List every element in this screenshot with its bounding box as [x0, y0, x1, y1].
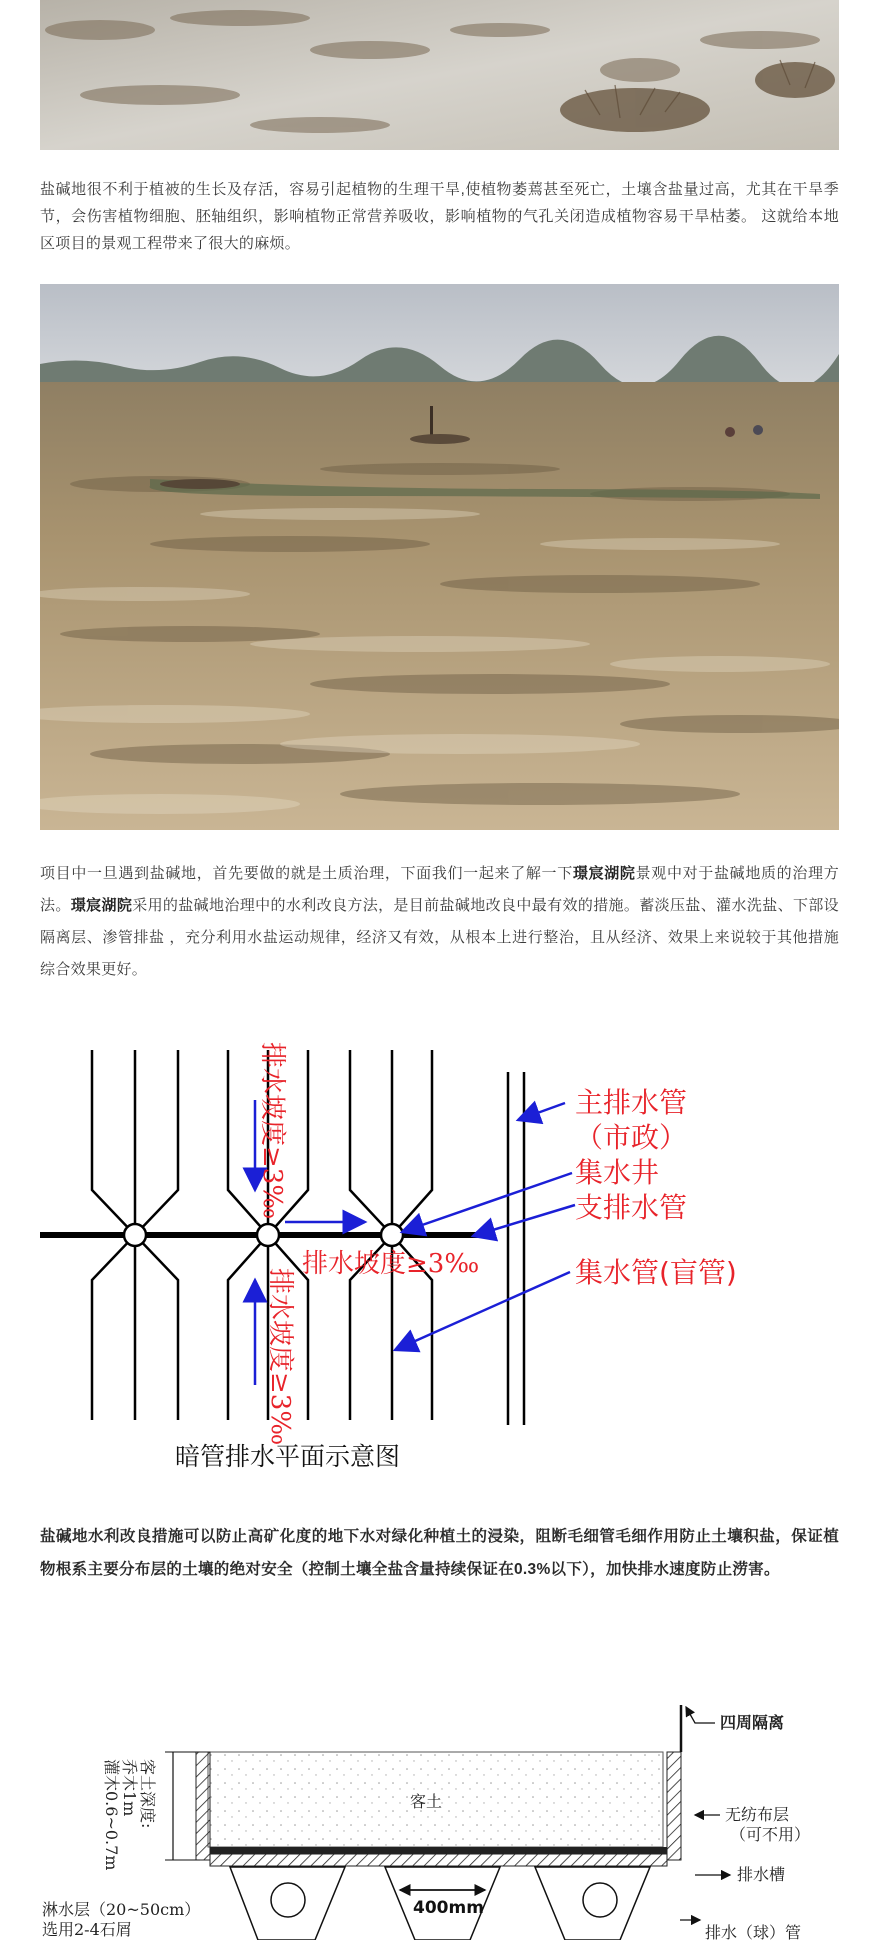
- label-trench-width: 400mm: [413, 1898, 484, 1918]
- saline-ground-photo-top: [40, 0, 839, 150]
- label-guest-soil: 客土: [410, 1792, 443, 1811]
- label-drain-trench: 排水槽: [737, 1865, 786, 1884]
- collection-well-icon: [124, 1224, 146, 1246]
- label-leach-layer: 淋水层（20~50cm）: [42, 1900, 201, 1919]
- paragraph-improvement-effect: 盐碱地水利改良措施可以防止高矿化度的地下水对绿化种植土的浸染，阻断毛细管毛细作用防止土壤积盐，保证植物根系主要分布层的土壤的绝对安全（控制土壤全盐含量持续保证在0.3%以下），加快排水速度防止涝害。: [40, 1528, 839, 1578]
- label-collector-pipe: 集水管(盲管): [575, 1256, 737, 1289]
- soil-section-diagram: [40, 1695, 839, 1940]
- label-shrub-depth: 灌木0.6~0.7m: [102, 1759, 121, 1871]
- label-isolation: 四周隔离: [720, 1713, 785, 1732]
- project-name: 璟宸湖院: [70, 897, 133, 914]
- label-main-pipe-sub: （市政）: [575, 1121, 688, 1154]
- label-geotextile-sub: （可不用）: [730, 1825, 811, 1844]
- label-depth: 客土深度:: [138, 1759, 157, 1829]
- label-branch-pipe: 支排水管: [575, 1191, 688, 1224]
- slope-label-bottom: 排水坡度≥3‰: [265, 1268, 295, 1446]
- label-drain-pipe: 排水（球）管: [705, 1923, 802, 1940]
- saline-field-photo: [40, 284, 839, 830]
- paragraph-text: 采用的盐碱地治理中的水利改良方法，是目前盐碱地改良中最有效的措施。蓄淡压盐、灌水洗盐、下部设隔离层、渗管排盐 ，充分利用水盐运动规律，经济又有效，从根本上进行整治，且从经济、效果上来说较于其他措施综合效果更好。: [40, 897, 839, 978]
- diagram-caption: 暗管排水平面示意图: [175, 1442, 401, 1471]
- paragraph-text: 项目中一旦遇到盐碱地，首先要做的就是土质治理，下面我们一起来了解一下: [40, 865, 573, 882]
- collection-well-icon: [381, 1224, 403, 1246]
- slope-label-mid: 排水坡度≥3‰: [302, 1249, 480, 1279]
- paragraph-text: 景观中对于盐碱地质的治理方法。: [40, 865, 839, 914]
- collection-well-icon: [257, 1224, 279, 1246]
- underground-drainage-plan-diagram: [40, 1010, 839, 1480]
- slope-label-top: 排水坡度≥3‰: [257, 1042, 287, 1220]
- label-geotextile: 无纺布层: [725, 1805, 790, 1824]
- label-collection-well: 集水井: [575, 1156, 660, 1189]
- project-name: 璟宸湖院: [572, 865, 636, 882]
- label-tree-depth: 乔木1m: [120, 1759, 139, 1817]
- label-main-pipe: 主排水管: [575, 1086, 688, 1119]
- paragraph-treatment-intro: [40, 858, 839, 986]
- paragraph-saline-harm: 盐碱地很不利于植被的生长及存活，容易引起植物的生理干旱,使植物萎蔫甚至死亡，土壤含盐量过高，尤其在干旱季节，会伤害植物细胞、胚轴组织，影响植物正常营养吸收，影响植物的气孔关闭造成植物容易干旱枯萎。 这就给本地区项目的景观工程带来了很大的麻烦。: [40, 181, 839, 252]
- label-leach-layer-sub: 选用2-4石屑: [42, 1920, 132, 1939]
